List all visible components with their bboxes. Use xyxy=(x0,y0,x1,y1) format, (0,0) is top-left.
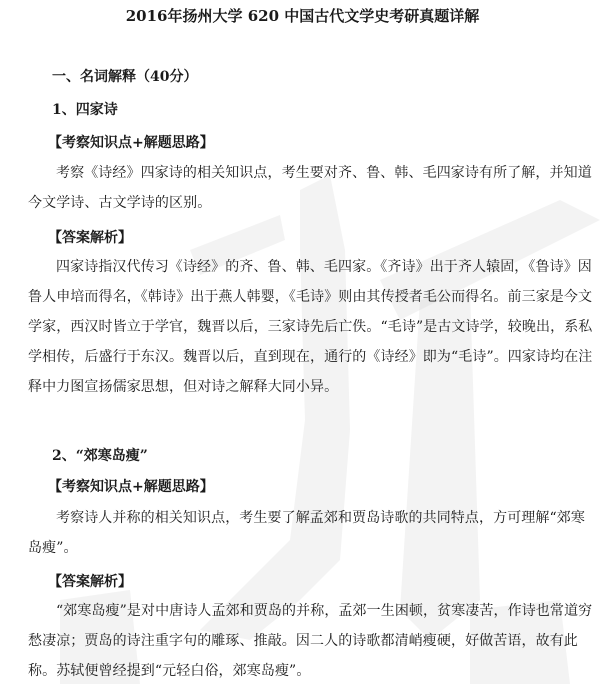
answer-text: 四家诗指汉代传习《诗经》的齐、鲁、韩、毛四家。《齐诗》出于齐人辕固，《鲁诗》因鲁人申培而得名，《韩诗》出于燕人韩婴，《毛诗》则由其传授者毛公而得名。前三家是今文学家，西汉时皆立于学官，魏晋以后，三家诗先后亡佚。“毛诗”是古文诗学，较晚出，系私学相传，后盛行于东汉。魏晋以后，直到现在，通行的《诗经》即为“毛诗”。四家诗均在注释中力图宣扬儒家思想，但对诗之解释大同小异。 xyxy=(28,259,593,395)
document-title: 2016年扬州大学 620 中国古代文学史考研真题详解 xyxy=(125,7,480,25)
answer-tag: 【答案解析】 xyxy=(48,230,132,246)
knowledge-text: 考察诗人并称的相关知识点，考生要了解孟郊和贾岛诗歌的共同特点，方可理解“郊寒岛瘦”。 xyxy=(28,510,585,556)
answer-tag: 【答案解析】 xyxy=(48,574,132,590)
knowledge-tag: 【考察知识点+解题思路】 xyxy=(48,135,214,151)
section-heading: 一、名词解释（40分） xyxy=(52,69,198,85)
item-heading: 1、四家诗 xyxy=(52,102,118,118)
knowledge-text: 考察《诗经》四家诗的相关知识点，考生要对齐、鲁、韩、毛四家诗有所了解，并知道今文学诗、古文学诗的区别。 xyxy=(28,165,592,211)
knowledge-tag: 【考察知识点+解题思路】 xyxy=(48,479,214,495)
answer-text: “郊寒岛瘦”是对中唐诗人孟郊和贾岛的并称，孟郊一生困顿，贫寒凄苦，作诗也常道穷愁凄凉；贾岛的诗注重字句的雕琢、推敲。因二人的诗歌都清峭瘦硬，好做苦语，故有此称。苏轼便曾经提到“元轻白俗，郊寒岛瘦”。 xyxy=(28,603,593,679)
item-heading: 2、“郊寒岛瘦” xyxy=(52,448,148,464)
